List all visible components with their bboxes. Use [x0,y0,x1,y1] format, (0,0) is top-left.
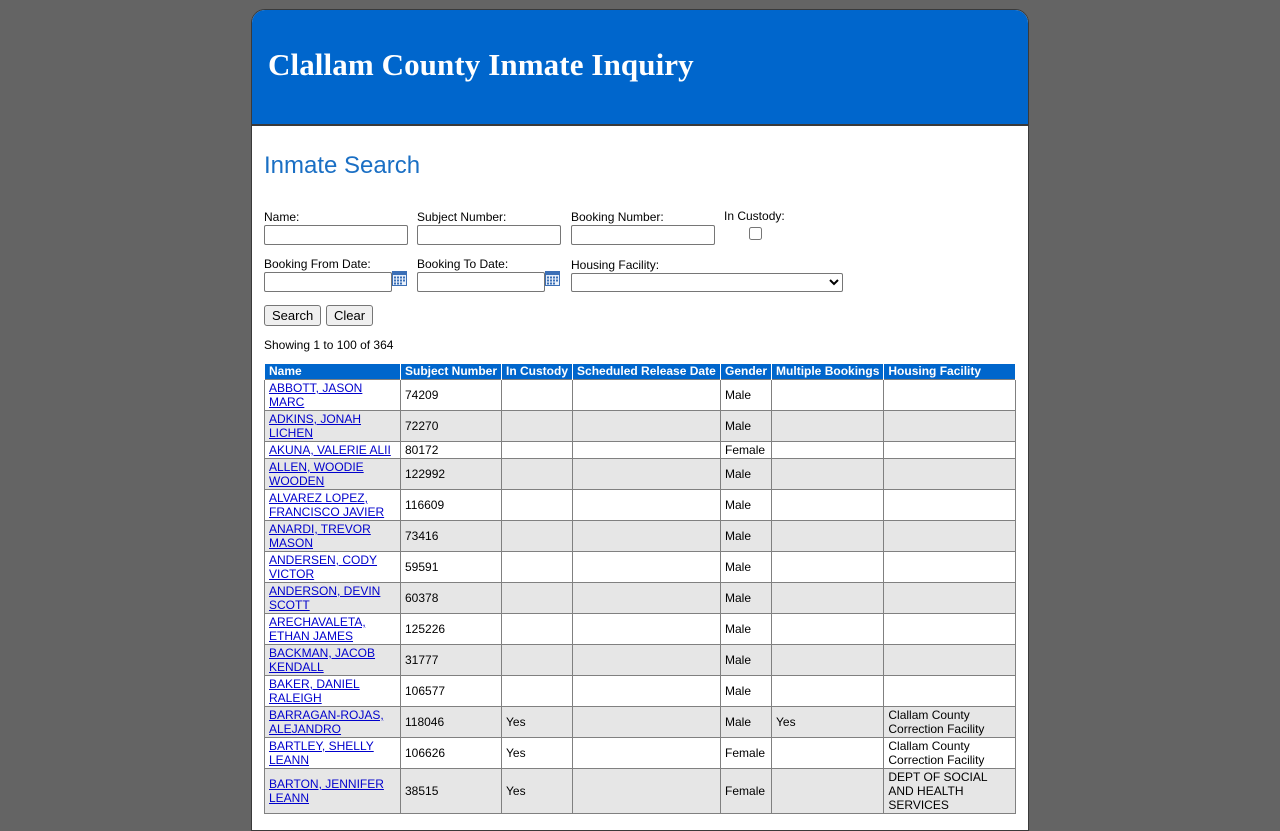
cell-name [265,490,401,521]
booking-number-input[interactable] [571,225,715,245]
cell-name [265,645,401,676]
page-title: Inmate Search [264,152,421,179]
cell-gender: Male [721,707,772,738]
cell-gender: Male [721,583,772,614]
header-banner [252,10,1028,126]
cell-in-custody [502,490,573,521]
inmate-name-link[interactable]: ANARDI, TREVOR MASON [269,522,371,550]
cell-in-custody: Yes [502,769,573,814]
name-label: Name: [264,210,300,224]
table-row [265,380,1016,411]
search-button[interactable]: Search [264,305,321,326]
cell-in-custody [502,459,573,490]
cell-subject-number: 38515 [401,769,502,814]
column-header-gender[interactable]: Gender [721,364,772,380]
cell-gender: Female [721,738,772,769]
cell-subject-number: 125226 [401,614,502,645]
cell-subject-number: 106626 [401,738,502,769]
cell-scheduled-release-date [573,738,721,769]
cell-housing-facility [884,411,1016,442]
results-body [265,380,1016,814]
cell-in-custody [502,411,573,442]
cell-name [265,769,401,814]
cell-subject-number: 80172 [401,442,502,459]
cell-housing-facility [884,442,1016,459]
cell-in-custody [502,552,573,583]
cell-multiple-bookings [772,380,884,411]
cell-name [265,676,401,707]
cell-multiple-bookings [772,459,884,490]
inmate-name-link[interactable]: BARTLEY, SHELLY LEANN [269,739,374,767]
cell-multiple-bookings: Yes [772,707,884,738]
table-row [265,490,1016,521]
booking-number-label: Booking Number: [571,210,664,224]
cell-scheduled-release-date [573,490,721,521]
site-title: Clallam County Inmate Inquiry [268,47,694,82]
cell-name [265,707,401,738]
clear-button[interactable]: Clear [326,305,373,326]
results-header-row [265,364,1016,380]
cell-scheduled-release-date [573,380,721,411]
cell-subject-number: 106577 [401,676,502,707]
cell-scheduled-release-date [573,459,721,490]
inmate-name-link[interactable]: ANDERSEN, CODY VICTOR [269,553,378,581]
cell-gender: Male [721,552,772,583]
cell-scheduled-release-date [573,442,721,459]
cell-housing-facility [884,521,1016,552]
cell-multiple-bookings [772,614,884,645]
cell-subject-number: 74209 [401,380,502,411]
cell-scheduled-release-date [573,614,721,645]
inmate-name-link[interactable]: AKUNA, VALERIE ALII [269,443,391,457]
cell-gender: Male [721,614,772,645]
cell-scheduled-release-date [573,552,721,583]
calendar-icon[interactable] [392,271,407,286]
cell-housing-facility: Clallam County Correction Facility [884,707,1016,738]
inmate-name-link[interactable]: ARECHAVALETA, ETHAN JAMES [269,615,366,643]
name-input[interactable] [264,225,408,245]
table-row [265,442,1016,459]
in-custody-checkbox[interactable] [749,227,762,240]
cell-subject-number: 73416 [401,521,502,552]
cell-subject-number: 60378 [401,583,502,614]
cell-multiple-bookings [772,738,884,769]
results-table [264,364,1016,814]
results-summary: Showing 1 to 100 of 364 [264,338,394,352]
cell-scheduled-release-date [573,583,721,614]
inmate-name-link[interactable]: BARTON, JENNIFER LEANN [269,777,384,805]
cell-gender: Male [721,521,772,552]
column-header-subject-number[interactable]: Subject Number [401,364,502,380]
cell-subject-number: 72270 [401,411,502,442]
column-header-scheduled-release-date[interactable]: Scheduled Release Date [573,364,721,380]
cell-scheduled-release-date [573,411,721,442]
cell-name [265,614,401,645]
cell-gender: Female [721,769,772,814]
column-header-multiple-bookings[interactable]: Multiple Bookings [772,364,884,380]
cell-name [265,442,401,459]
cell-multiple-bookings [772,490,884,521]
cell-name [265,521,401,552]
inmate-name-link[interactable]: ALVAREZ LOPEZ, FRANCISCO JAVIER [269,491,385,519]
cell-multiple-bookings [772,583,884,614]
cell-gender: Male [721,645,772,676]
cell-name [265,738,401,769]
cell-gender: Male [721,380,772,411]
cell-name [265,411,401,442]
housing-facility-select[interactable] [571,273,843,292]
cell-in-custody [502,442,573,459]
cell-housing-facility [884,614,1016,645]
cell-scheduled-release-date [573,769,721,814]
subject-number-input[interactable] [417,225,561,245]
cell-gender: Male [721,459,772,490]
cell-multiple-bookings [772,411,884,442]
in-custody-label: In Custody: [724,209,785,223]
cell-name [265,583,401,614]
table-row [265,676,1016,707]
cell-in-custody: Yes [502,707,573,738]
table-row [265,583,1016,614]
cell-housing-facility: DEPT OF SOCIAL AND HEALTH SERVICES [884,769,1016,814]
cell-gender: Male [721,676,772,707]
inmate-name-link[interactable]: ADKINS, JONAH LICHEN [269,412,362,440]
booking-to-date-label: Booking To Date: [417,257,509,271]
cell-subject-number: 122992 [401,459,502,490]
page-container [251,9,1029,831]
cell-housing-facility [884,459,1016,490]
cell-subject-number: 31777 [401,645,502,676]
column-header-in-custody[interactable]: In Custody [502,364,573,380]
cell-subject-number: 116609 [401,490,502,521]
column-header-housing-facility[interactable]: Housing Facility [884,364,1016,380]
cell-gender: Female [721,442,772,459]
booking-to-date-input[interactable] [417,272,545,292]
cell-multiple-bookings [772,442,884,459]
cell-scheduled-release-date [573,521,721,552]
cell-in-custody [502,645,573,676]
cell-gender: Male [721,411,772,442]
cell-name [265,459,401,490]
cell-name [265,552,401,583]
table-row [265,459,1016,490]
inmate-name-link[interactable]: BACKMAN, JACOB KENDALL [269,646,376,674]
cell-multiple-bookings [772,521,884,552]
cell-in-custody [502,380,573,411]
cell-scheduled-release-date [573,707,721,738]
cell-multiple-bookings [772,676,884,707]
cell-housing-facility: Clallam County Correction Facility [884,738,1016,769]
cell-housing-facility [884,676,1016,707]
cell-name [265,380,401,411]
subject-number-label: Subject Number: [417,210,507,224]
cell-subject-number: 59591 [401,552,502,583]
cell-multiple-bookings [772,552,884,583]
inmate-name-link[interactable]: ANDERSON, DEVIN SCOTT [269,584,381,612]
table-row [265,552,1016,583]
column-header-name[interactable]: Name [265,364,401,380]
cell-in-custody [502,521,573,552]
cell-subject-number: 118046 [401,707,502,738]
table-row [265,521,1016,552]
cell-in-custody [502,614,573,645]
cell-in-custody: Yes [502,738,573,769]
inmate-name-link[interactable]: BAKER, DANIEL RALEIGH [269,677,360,705]
housing-facility-label: Housing Facility: [571,258,660,272]
table-row [265,707,1016,738]
table-row [265,738,1016,769]
inmate-name-link[interactable]: ABBOTT, JASON MARC [269,381,363,409]
cell-multiple-bookings [772,645,884,676]
inmate-name-link[interactable]: ALLEN, WOODIE WOODEN [269,460,364,488]
cell-housing-facility [884,490,1016,521]
cell-housing-facility [884,645,1016,676]
table-row [265,645,1016,676]
cell-in-custody [502,676,573,707]
cell-housing-facility [884,380,1016,411]
cell-housing-facility [884,552,1016,583]
cell-housing-facility [884,583,1016,614]
booking-from-date-label: Booking From Date: [264,257,371,271]
cell-multiple-bookings [772,769,884,814]
table-row [265,769,1016,814]
table-row [265,614,1016,645]
cell-scheduled-release-date [573,676,721,707]
cell-gender: Male [721,490,772,521]
inmate-name-link[interactable]: BARRAGAN-ROJAS, ALEJANDRO [269,708,384,736]
cell-scheduled-release-date [573,645,721,676]
calendar-icon[interactable] [545,271,560,286]
booking-from-date-input[interactable] [264,272,392,292]
cell-in-custody [502,583,573,614]
table-row [265,411,1016,442]
